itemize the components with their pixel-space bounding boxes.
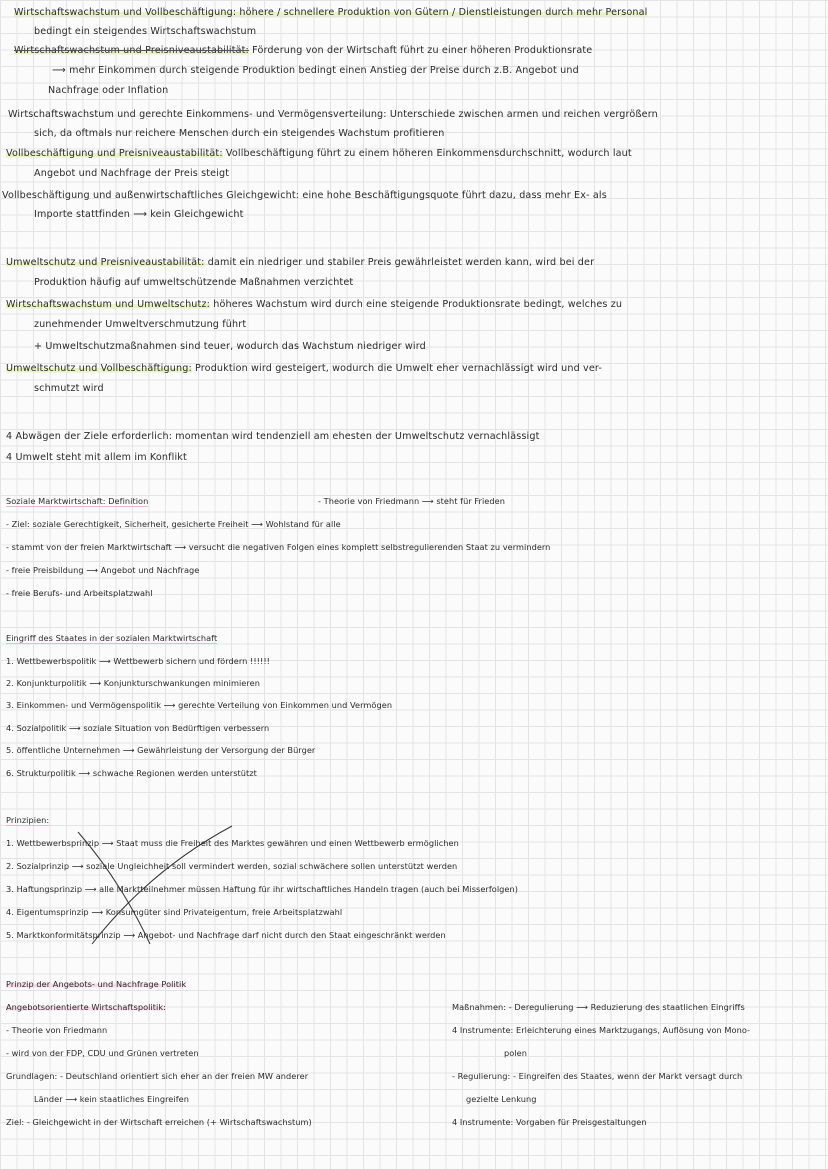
- text-line: [14, 6, 647, 19]
- list-item: polen: [504, 1048, 527, 1058]
- list-item: 3. Einkommen- und Vermögenspolitik ⟶ gerechte Verteilung von Einkommen und Vermögen: [6, 700, 393, 710]
- list-item: 5. öffentliche Unternehmen ⟶ Gewährleistung der Versorgung der Bürger: [6, 745, 316, 755]
- list-item: 6. Strukturpolitik ⟶ schwache Regionen werden unterstützt: [6, 768, 257, 778]
- text-line: sich, da oftmals nur reichere Menschen durch ein steigendes Wachstum profitieren: [34, 128, 445, 139]
- list-item: - Theorie von Friedmann: [6, 1025, 108, 1035]
- line-heading: Umweltschutz und Vollbeschäftigung:: [6, 363, 192, 374]
- section-title: [6, 978, 186, 991]
- text-line: 4 Abwägen der Ziele erforderlich: momentan wird tendenziell am ehesten der Umweltschutz vernachlässigt: [6, 431, 540, 442]
- text-line: + Umweltschutzmaßnahmen sind teuer, wodurch das Wachstum niedriger wird: [34, 341, 426, 352]
- line-text: Wirtschaftswachstum und Vollbeschäftigung: höhere / schnellere Produktion von Gütern / Dienstleistungen durch mehr Personal: [14, 7, 648, 18]
- list-item: - wird von der FDP, CDU und Grünen vertreten: [6, 1048, 199, 1058]
- text-line: [14, 44, 592, 57]
- text-line: Angebot und Nachfrage der Preis steigt: [34, 168, 230, 179]
- text-line: [6, 147, 632, 160]
- section-title-text: Soziale Marktwirtschaft: Definition: [6, 496, 149, 506]
- line-text: Vollbeschäftigung führt zu einem höheren Einkommensdurchschnitt, wodurch laut: [222, 148, 632, 159]
- list-item: - Regulierung: - Eingreifen des Staates, wenn der Markt versagt durch: [452, 1071, 743, 1081]
- text-line: [6, 362, 602, 375]
- text-line: 4 Umwelt steht mit allem im Konflikt: [6, 452, 187, 463]
- list-item: 3. Haftungsprinzip ⟶ alle Marktteilnehmer müssen Haftung für ihr wirtschaftliches Handeln tragen (auch bei Misserfolgen): [6, 884, 518, 894]
- list-item: 4 Instrumente: Erleichterung eines Marktzugangs, Auflösung von Mono-: [452, 1025, 751, 1035]
- list-item: - freie Preisbildung ⟶ Angebot und Nachfrage: [6, 565, 200, 575]
- text-line: [6, 298, 622, 311]
- text-line: - Theorie von Friedmann ⟶ steht für Frieden: [318, 496, 505, 506]
- line-heading: Umweltschutz und Preisniveaustabilität:: [6, 257, 205, 268]
- list-item: Ziel: - Gleichgewicht in der Wirtschaft erreichen (+ Wirtschaftswachstum): [6, 1117, 312, 1127]
- text-line: schmutzt wird: [34, 383, 104, 394]
- text-line: bedingt ein steigendes Wirtschaftswachstum: [34, 26, 257, 37]
- section-title-text: Prinzip der Angebots- und Nachfrage Politik: [6, 979, 187, 989]
- subsection-title-text: Angebotsorientierte Wirtschaftspolitik:: [6, 1002, 166, 1012]
- section-title: [6, 495, 148, 508]
- list-item: 4. Eigentumsprinzip ⟶ Konsumgüter sind Privateigentum, freie Arbeitsplatzwahl: [6, 907, 343, 917]
- text-line: Nachfrage oder Inflation: [48, 85, 169, 96]
- text-line: ⟶ mehr Einkommen durch steigende Produktion bedingt einen Anstieg der Preise durch z.B. Angebot und: [52, 65, 579, 76]
- section-title-text: Prinzipien:: [6, 815, 50, 825]
- line-heading: Vollbeschäftigung und Preisniveaustabilität:: [6, 148, 223, 159]
- text-line: zunehmender Umweltverschmutzung führt: [34, 319, 247, 330]
- line-heading: Wirtschaftswachstum und Preisniveaustabilität:: [14, 45, 249, 56]
- list-item: gezielte Lenkung: [466, 1094, 537, 1104]
- text-line: Importe stattfinden ⟶ kein Gleichgewicht: [34, 209, 244, 220]
- list-item: 1. Wettbewerbsprinzip ⟶ Staat muss die Freiheit des Marktes gewähren und einen Wettbewerb ermöglichen: [6, 838, 459, 848]
- line-heading: Wirtschaftswachstum und Umweltschutz:: [6, 299, 211, 310]
- list-item: - Ziel: soziale Gerechtigkeit, Sicherheit, gesicherte Freiheit ⟶ Wohlstand für alle: [6, 519, 341, 529]
- list-item: 5. Marktkonformitätsprinzip ⟶ Angebot- und Nachfrage darf nicht durch den Staat eingeschränkt werden: [6, 930, 446, 940]
- list-item: Grundlagen: - Deutschland orientiert sich eher an der freien MW anderer: [6, 1071, 309, 1081]
- text-line: Vollbeschäftigung und außenwirtschaftliches Gleichgewicht: eine hohe Beschäftigungsquote führt dazu, dass mehr Ex- als: [2, 190, 607, 201]
- list-item: 2. Sozialprinzip ⟶ soziale Ungleichheit soll vermindert werden, sozial schwächere sollen unterstützt werden: [6, 861, 458, 871]
- list-item: 1. Wettbewerbspolitik ⟶ Wettbewerb sichern und fördern !!!!!!: [6, 656, 270, 666]
- list-item: 2. Konjunkturpolitik ⟶ Konjunkturschwankungen minimieren: [6, 678, 260, 688]
- list-item: - freie Berufs- und Arbeitsplatzwahl: [6, 588, 153, 598]
- line-text: Produktion wird gesteigert, wodurch die Umwelt eher vernachlässigt wird und ver-: [191, 363, 603, 374]
- line-text: Förderung von der Wirtschaft führt zu einer höheren Produktionsrate: [248, 45, 593, 56]
- line-text: damit ein niedriger und stabiler Preis gewährleistet werden kann, wird bei der: [204, 257, 595, 268]
- line-text: höheres Wachstum wird durch eine steigende Produktionsrate bedingt, welches zu: [210, 299, 623, 310]
- text-line: Wirtschaftswachstum und gerechte Einkommens- und Vermögensverteilung: Unterschiede zwischen armen und reichen vergrößern: [8, 109, 658, 120]
- list-item: Länder ⟶ kein staatliches Eingreifen: [34, 1094, 189, 1104]
- list-item: - stammt von der freien Marktwirtschaft ⟶ versucht die negativen Folgen eines komplett selbstregulierenden Staat zu vermindern: [6, 542, 551, 552]
- list-item: Maßnahmen: - Deregulierung ⟶ Reduzierung des staatlichen Eingriffs: [452, 1002, 745, 1012]
- section-title-text: Eingriff des Staates in der sozialen Marktwirtschaft: [6, 633, 218, 643]
- text-line: Produktion häufig auf umweltschützende Maßnahmen verzichtet: [34, 277, 354, 288]
- list-item: 4. Sozialpolitik ⟶ soziale Situation von Bedürftigen verbessern: [6, 723, 270, 733]
- section-title: [6, 814, 49, 827]
- subsection-title: [6, 1001, 166, 1014]
- text-line: [6, 256, 594, 269]
- list-item: 4 Instrumente: Vorgaben für Preisgestaltungen: [452, 1117, 647, 1127]
- section-title: [6, 632, 217, 645]
